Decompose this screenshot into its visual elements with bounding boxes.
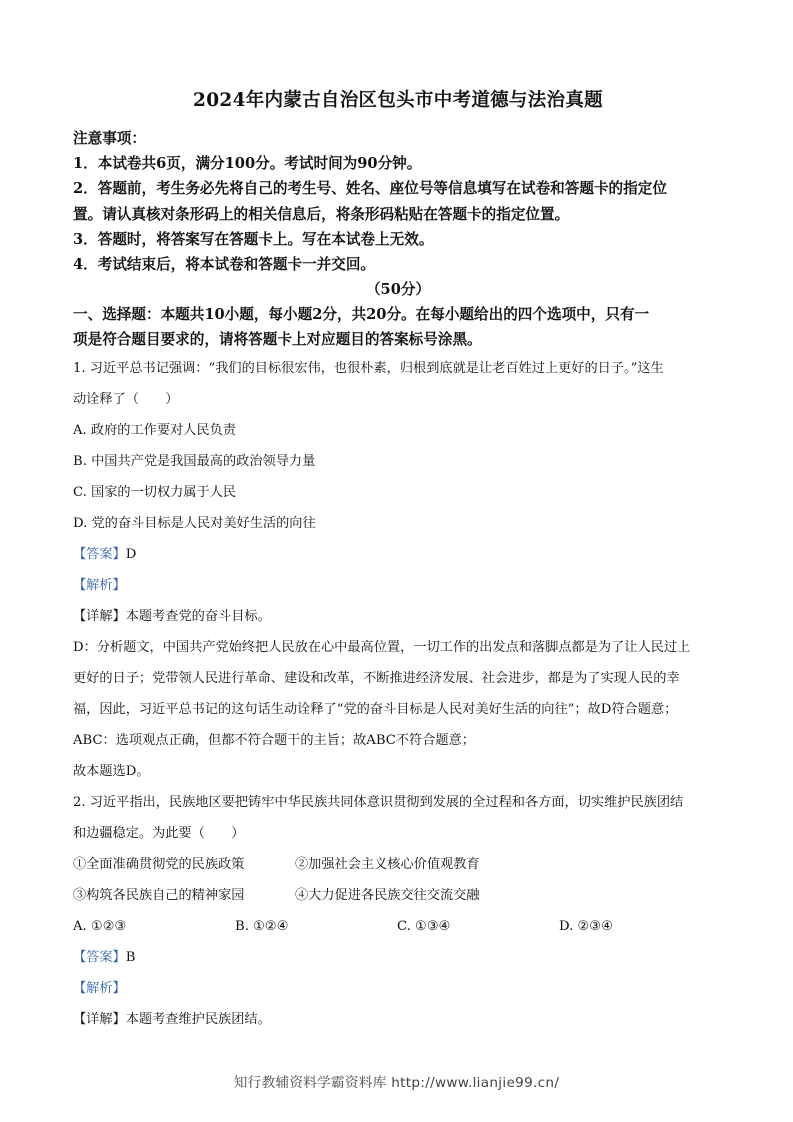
question-1-detail [73,601,723,632]
answer-tag: 【答案】 [73,949,126,965]
answer-value: D [125,546,137,562]
answer-tag: 【答案】 [73,546,126,562]
page-title: 2024年内蒙古自治区包头市中考道德与法治真题 [193,90,603,111]
statement-row [73,880,723,911]
question-2-choices [73,911,723,942]
section-heading: 一、选择题：本题共10小题，每小题2分，共20分。在每小题给出的四个选项中，只有一 [73,306,650,324]
statement-2: ②加强社会主义核心价值观教育 [295,856,480,872]
question-2-detail [73,1004,723,1035]
notice-line: 4．考试结束后，将本试卷和答题卡一并交回。 [73,256,376,274]
notice-line: 3．答题时，将答案写在答题卡上。写在本试卷上无效。 [73,230,434,248]
question-2-stem: 2. 习近平指出，民族地区要把铸牢中华民族共同体意识贯彻到发展的全过程和各方面，切实维护民族团结 [73,794,684,810]
detail-tag: 【详解】 [73,608,126,624]
section-score: （50分） [365,281,431,299]
detail-text: 本题考查党的奋斗目标。 [125,608,271,624]
question-2-answer [73,942,723,973]
question-1-option-b: B. 中国共产党是我国最高的政治领导力量 [73,453,316,469]
choice-d: D. ②③④ [559,918,613,934]
choice-a: A. ①②③ [73,918,127,934]
detail-text: 本题考查维护民族团结。 [125,1011,271,1027]
statement-1: ①全面准确贯彻党的民族政策 [73,856,245,872]
explanation-line: 更好的日子；党带领人民进行革命、建设和改革，不断推进经济发展、社会进步，都是为了实现人民的幸 [73,670,680,686]
explanation-line: 故本题选D。 [73,763,150,779]
question-2-stem: 和边疆稳定。为此要（ ） [73,825,245,841]
question-1-stem: 1. 习近平总书记强调：“我们的目标很宏伟，也很朴素，归根到底就是让老百姓过上更好的日子。”这生 [73,360,664,376]
statement-4: ④大力促进各民族交往交流交融 [295,887,480,903]
notice-line: 1．本试卷共6页，满分100分。考试时间为90分钟。 [73,155,422,173]
explanation-line: D：分析题文，中国共产党始终把人民放在心中最高位置，一切工作的出发点和落脚点都是为了让人民过上 [73,639,691,655]
notice-line: 置。请认真核对条形码上的相关信息后，将条形码粘贴在答题卡的指定位置。 [73,205,570,223]
question-1-analysis [73,570,723,601]
choice-c: C. ①③④ [397,918,451,934]
question-1-option-c: C. 国家的一切权力属于人民 [73,484,237,500]
section-heading: 项是符合题目要求的，请将答题卡上对应题目的答案标号涂黑。 [73,331,482,349]
analysis-tag: 【解析】 [73,980,126,996]
question-2-analysis [73,973,723,1004]
explanation-line: ABC：选项观点正确，但都不符合题干的主旨；故ABC不符合题意； [73,732,475,748]
statement-3: ③构筑各民族自己的精神家园 [73,887,245,903]
question-1-option-d: D. 党的奋斗目标是人民对美好生活的向往 [73,515,316,531]
answer-value: B [125,949,136,965]
page-footer: 知行教辅资料学霸资料库 http://www.lianjie99.cn/ [233,1075,560,1091]
notice-line: 2．答题前，考生务必先将自己的考生号、姓名、座位号等信息填写在试卷和答题卡的指定位 [73,180,667,198]
analysis-tag: 【解析】 [73,577,126,593]
explanation-line: 福，因此，习近平总书记的这句话生动诠释了“党的奋斗目标是人民对美好生活的向往”；故D符合题意； [73,701,678,717]
question-1-option-a: A. 政府的工作要对人民负责 [73,422,236,438]
choice-b: B. ①②④ [235,918,289,934]
question-1-answer [73,539,723,570]
statement-row [73,849,723,880]
detail-tag: 【详解】 [73,1011,126,1027]
notice-heading: 注意事项： [73,130,146,147]
document-body [73,88,723,1035]
question-1-stem: 动诠释了（ ） [73,391,179,407]
